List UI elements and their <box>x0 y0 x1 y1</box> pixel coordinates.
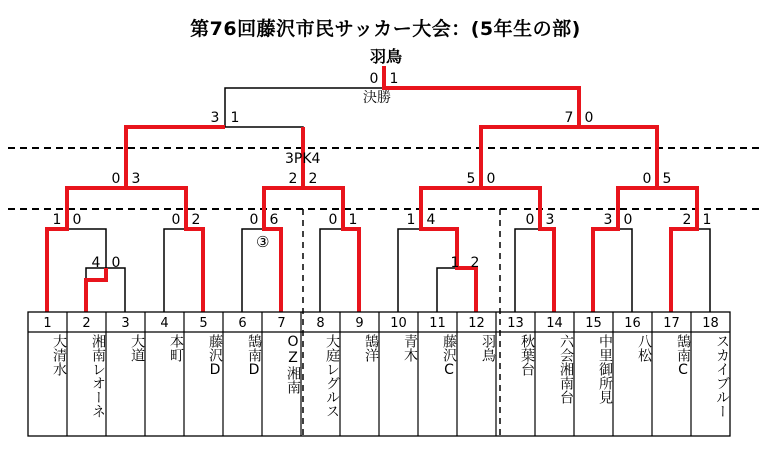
team-number: 2 <box>82 316 91 331</box>
team-name: 鵠南C <box>675 334 691 378</box>
team-number: 3 <box>121 316 130 331</box>
team-name: 大道 <box>129 334 145 362</box>
score-qf1-left: 0 <box>111 171 121 187</box>
score-final-right: 1 <box>389 71 399 87</box>
score-r2-2-right: 2 <box>191 212 201 228</box>
score-r2-7-right: 0 <box>623 212 633 228</box>
team-name: 六会湘南台 <box>558 334 574 404</box>
score-qf2-left: 2 <box>288 171 298 187</box>
score-r1-a-left: 4 <box>91 255 101 271</box>
team-number: 18 <box>702 316 719 331</box>
circle-note: ③ <box>256 233 270 251</box>
score-r2-7-left: 3 <box>603 212 613 228</box>
score-qf1-right: 3 <box>131 171 141 187</box>
score-r2-5-left: 1 <box>406 212 416 228</box>
team-number: 14 <box>546 316 563 331</box>
team-number: 16 <box>624 316 641 331</box>
score-r2-8-right: 1 <box>702 212 712 228</box>
team-name: 鵠南D <box>246 334 262 378</box>
team-name: 本町 <box>168 334 184 362</box>
score-r1-b-right: 2 <box>470 255 480 271</box>
team-number: 10 <box>390 316 407 331</box>
team-name: 鵠洋 <box>363 334 379 362</box>
pk-label: 3PK4 <box>285 151 321 167</box>
score-final-left: 0 <box>369 71 379 87</box>
score-r1-a-right: 0 <box>111 255 121 271</box>
bracket-line <box>164 229 203 312</box>
bracket-line <box>481 127 657 188</box>
score-qf4-left: 0 <box>642 171 652 187</box>
score-qf2-right: 2 <box>308 171 318 187</box>
champion-name: 羽鳥 <box>369 47 402 66</box>
team-name: 青木 <box>402 334 418 362</box>
team-name: 八松 <box>636 334 652 362</box>
team-number: 8 <box>316 316 325 331</box>
score-r2-2-left: 0 <box>171 212 181 228</box>
team-number: 9 <box>355 316 364 331</box>
team-name: 秋葉台 <box>519 334 535 376</box>
team-number: 7 <box>277 316 286 331</box>
score-semi-right-right: 0 <box>584 110 594 126</box>
team-number: 6 <box>238 316 247 331</box>
winner-path <box>593 188 657 312</box>
bracket-line <box>593 229 632 312</box>
score-semi-left-right: 1 <box>230 110 240 126</box>
team-name: 湘南レオーネ <box>90 334 106 418</box>
page-title: 第76回藤沢市民サッカー大会：(5年生の部) <box>190 18 581 40</box>
team-name: 藤沢C <box>441 334 457 378</box>
team-number: 12 <box>468 316 485 331</box>
bracket-line <box>320 229 359 312</box>
score-qf3-left: 5 <box>466 171 476 187</box>
score-semi-left-left: 3 <box>210 110 220 126</box>
team-number: 15 <box>585 316 602 331</box>
team-number: 1 <box>43 316 52 331</box>
round-divider-lines <box>8 148 763 440</box>
winner-path <box>264 188 303 312</box>
bracket-line <box>225 88 579 127</box>
score-r2-6-left: 0 <box>525 212 535 228</box>
score-qf4-right: 5 <box>662 171 672 187</box>
score-r2-4-right: 1 <box>348 212 358 228</box>
score-r2-3-left: 0 <box>249 212 259 228</box>
team-name: 藤沢D <box>207 334 223 378</box>
team-name: スカイブルー <box>714 334 730 418</box>
team-name: 羽鳥 <box>480 334 496 362</box>
team-name: 大庭レグルス <box>324 334 340 418</box>
bracket-line <box>398 229 457 312</box>
score-semi-right-left: 7 <box>564 110 574 126</box>
team-number: 4 <box>160 316 169 331</box>
score-r2-5-right: 4 <box>426 212 436 228</box>
final-label: 決勝 <box>363 90 391 106</box>
bracket-line <box>126 127 303 188</box>
team-name: 大清水 <box>51 334 67 376</box>
score-r2-4-left: 0 <box>328 212 338 228</box>
bracket-line <box>515 229 554 312</box>
score-r1-b-left: 1 <box>450 255 460 271</box>
winner-path <box>481 188 554 312</box>
score-r2-8-left: 2 <box>682 212 692 228</box>
score-r2-1-left: 1 <box>52 212 62 228</box>
team-name: 中里御所見 <box>597 334 613 404</box>
team-number: 11 <box>429 316 446 331</box>
score-r2-3-right: 6 <box>269 212 279 228</box>
winner-path <box>86 268 106 312</box>
team-name: OZ湘南 <box>285 334 301 394</box>
bracket-line <box>437 268 476 312</box>
score-r2-1-right: 0 <box>72 212 82 228</box>
bracket-line <box>671 229 710 312</box>
team-number: 17 <box>663 316 680 331</box>
team-number: 13 <box>507 316 524 331</box>
score-qf3-right: 0 <box>486 171 496 187</box>
team-number: 5 <box>199 316 208 331</box>
score-r2-6-right: 3 <box>545 212 555 228</box>
